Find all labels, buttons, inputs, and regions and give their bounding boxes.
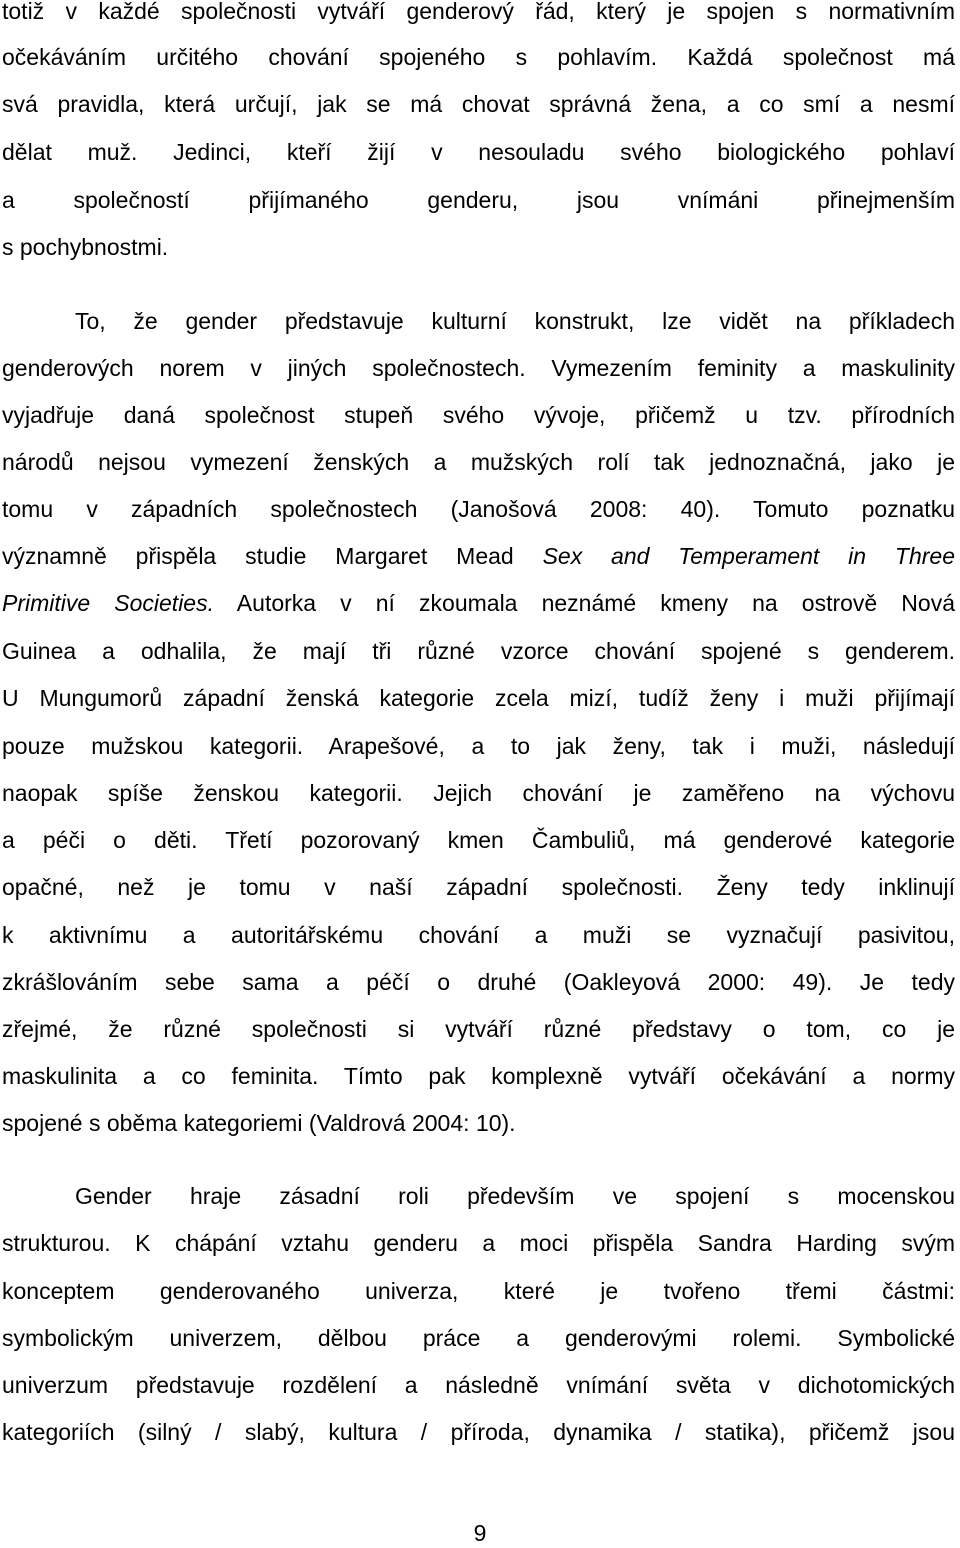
- text-line: maskulinita a co feminita. Tímto pak komplexně vytváří očekávání a normy: [2, 1063, 955, 1089]
- book-title-italic: Primitive Societies.: [2, 590, 214, 616]
- text-line: opačné, než je tomu v naší západní společnosti. Ženy tedy inklinují: [2, 874, 955, 900]
- text-line: U Mungumorů západní ženská kategorie zcela mizí, tudíž ženy i muži přijímají: [2, 685, 955, 711]
- text-line: [2, 588, 955, 618]
- text-line: kategoriích (silný / slabý, kultura / příroda, dynamika / statika), přičemž jsou: [2, 1419, 955, 1445]
- text-line: k aktivnímu a autoritářskému chování a muži se vyznačují pasivitou,: [2, 922, 955, 948]
- text-line: totiž v každé společnosti vytváří genderový řád, který je spojen s normativním: [2, 0, 955, 24]
- text-line: a společností přijímaného genderu, jsou vnímáni přinejmenším: [2, 187, 955, 213]
- book-title-italic: Sex and Temperament in Three: [542, 543, 956, 569]
- text-line: tomu v západních společnostech (Janošová 2008: 40). Tomuto poznatku: [2, 496, 955, 522]
- text-segment: významně přispěla studie Margaret Mead: [2, 543, 543, 569]
- text-line: očekáváním určitého chování spojeného s pohlavím. Každá společnost má: [2, 44, 955, 70]
- text-line: dělat muž. Jedinci, kteří žijí v nesouladu svého biologického pohlaví: [2, 139, 955, 165]
- text-line: naopak spíše ženskou kategorii. Jejich chování je zaměřeno na výchovu: [2, 780, 955, 806]
- text-line: To, že gender představuje kulturní konstrukt, lze vidět na příkladech: [75, 308, 955, 334]
- page-number: 9: [473, 1520, 487, 1546]
- text-line: spojené s oběma kategoriemi (Valdrová 2004: 10).: [2, 1110, 516, 1136]
- text-line: s pochybnostmi.: [2, 234, 169, 260]
- text-line: konceptem genderovaného univerza, které je tvořeno třemi částmi:: [2, 1278, 955, 1304]
- text-line: symbolickým univerzem, dělbou práce a genderovými rolemi. Symbolické: [2, 1325, 955, 1351]
- text-line: Gender hraje zásadní roli především ve spojení s mocenskou: [75, 1183, 955, 1209]
- text-line: a péči o děti. Třetí pozorovaný kmen Čambuliů, má genderové kategorie: [2, 827, 955, 853]
- text-line: genderových norem v jiných společnostech. Vymezením feminity a maskulinity: [2, 355, 955, 381]
- text-line: Guinea a odhalila, že mají tři různé vzorce chování spojené s genderem.: [2, 638, 955, 664]
- text-line: univerzum představuje rozdělení a následně vnímání světa v dichotomických: [2, 1372, 955, 1398]
- text-line: svá pravidla, která určují, jak se má chovat správná žena, a co smí a nesmí: [2, 91, 955, 117]
- text-line: [2, 541, 955, 571]
- text-line: vyjadřuje daná společnost stupeň svého vývoje, přičemž u tzv. přírodních: [2, 402, 955, 428]
- text-segment: Autorka v ní zkoumala neznámé kmeny na ostrově Nová: [213, 590, 955, 616]
- text-line: zkrášlováním sebe sama a péčí o druhé (Oakleyová 2000: 49). Je tedy: [2, 969, 955, 995]
- text-line: strukturou. K chápání vztahu genderu a moci přispěla Sandra Harding svým: [2, 1230, 955, 1256]
- text-line: pouze mužskou kategorii. Arapešové, a to jak ženy, tak i muži, následují: [2, 733, 955, 759]
- text-line: zřejmé, že různé společnosti si vytváří různé představy o tom, co je: [2, 1016, 955, 1042]
- text-line: národů nejsou vymezení ženských a mužských rolí tak jednoznačná, jako je: [2, 449, 955, 475]
